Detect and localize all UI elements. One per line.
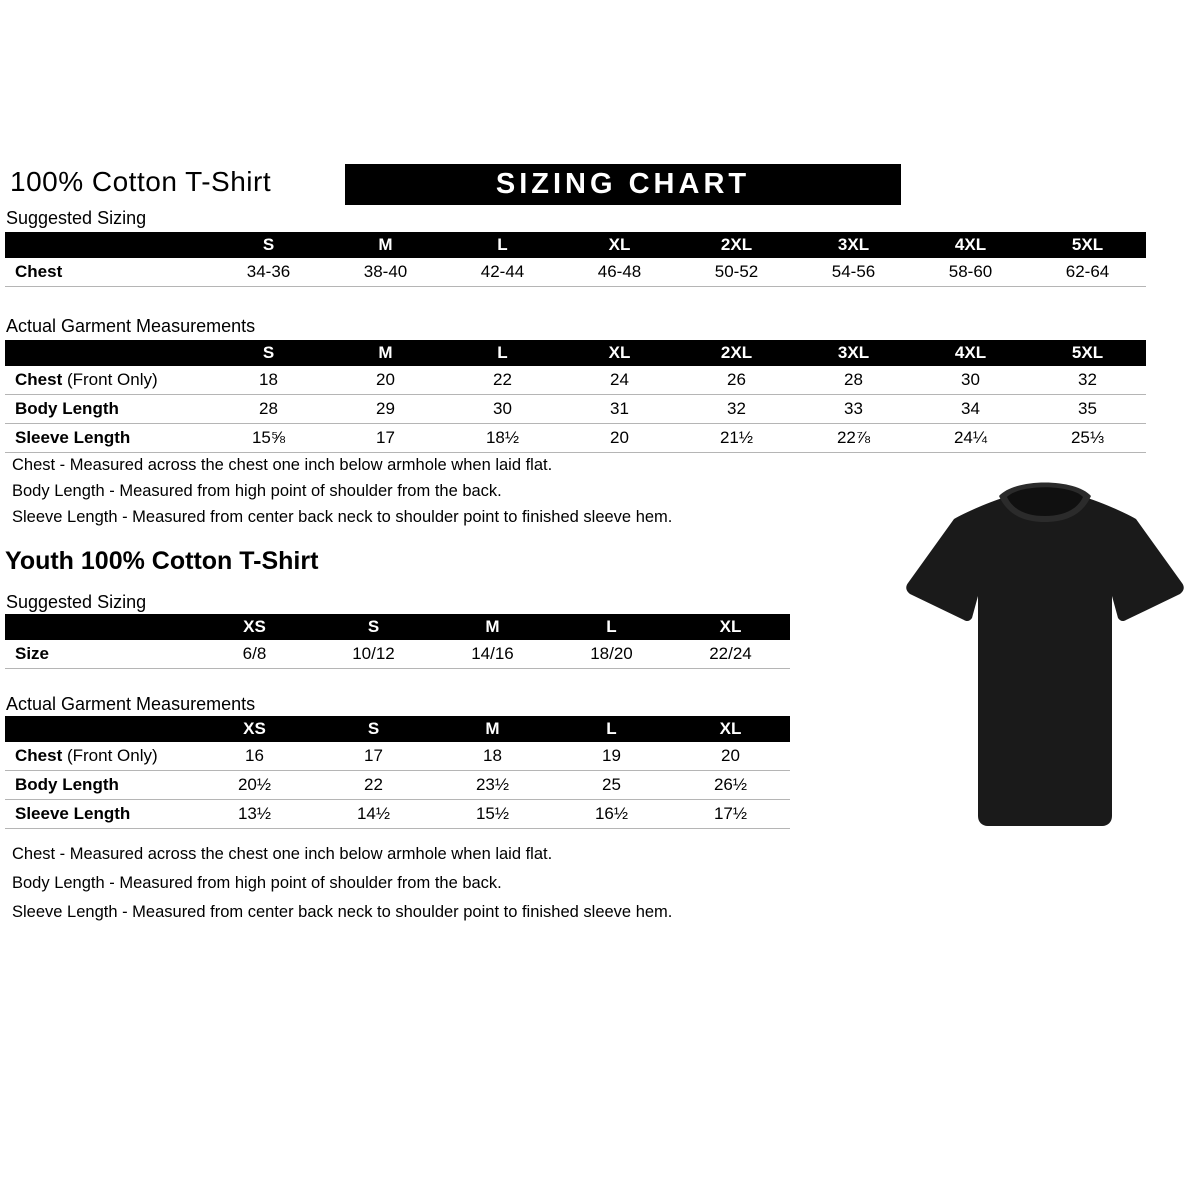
adult-suggested-sizing-label: Suggested Sizing <box>6 208 147 228</box>
table-row <box>5 366 1146 395</box>
size-header-cell: 5XL <box>1029 232 1146 258</box>
row-label-cell <box>5 771 195 800</box>
page-title: 100% Cotton T-Shirt <box>10 166 272 197</box>
size-header-cell: XL <box>671 716 790 742</box>
measurement-cell: 23½ <box>433 771 552 800</box>
row-label: Chest <box>15 370 63 389</box>
size-header-cell: 5XL <box>1029 340 1146 366</box>
size-header-cell: M <box>327 340 444 366</box>
youth-suggested-sizing-table <box>5 614 790 669</box>
table-header-row <box>5 614 790 640</box>
size-header-cell: L <box>552 716 671 742</box>
row-label-note: (Front Only) <box>66 370 158 389</box>
adult-actual-measurements-label: Actual Garment Measurements <box>6 316 256 336</box>
row-label-cell <box>5 742 195 771</box>
size-header-cell: XS <box>195 614 314 640</box>
measurement-cell: 18½ <box>444 424 561 453</box>
table-row <box>5 395 1146 424</box>
measurement-cell: 30 <box>444 395 561 424</box>
measurement-cell: 29 <box>327 395 444 424</box>
row-label-cell <box>5 258 210 287</box>
table-corner-cell <box>5 340 210 366</box>
row-label: Chest <box>15 746 63 765</box>
size-header-cell: XS <box>195 716 314 742</box>
measurement-cell: 18 <box>210 366 327 395</box>
row-label-cell <box>5 395 210 424</box>
size-header-cell: S <box>314 614 433 640</box>
measurement-cell: 32 <box>1029 366 1146 395</box>
table-row <box>5 771 790 800</box>
size-header-cell: L <box>552 614 671 640</box>
measurement-cell: 24¼ <box>912 424 1029 453</box>
measurement-cell: 33 <box>795 395 912 424</box>
measurement-cell: 14/16 <box>433 640 552 669</box>
size-header-cell: L <box>444 340 561 366</box>
youth-actual-measurements-table <box>5 716 790 829</box>
measurement-cell: 16½ <box>552 800 671 829</box>
table-row <box>5 742 790 771</box>
size-header-cell: XL <box>561 340 678 366</box>
measurement-cell: 28 <box>210 395 327 424</box>
size-header-cell: S <box>210 232 327 258</box>
measurement-cell: 32 <box>678 395 795 424</box>
row-label-cell <box>5 424 210 453</box>
adult-measurement-notes <box>12 452 672 530</box>
youth-actual-measurements-label: Actual Garment Measurements <box>6 694 256 714</box>
measurement-cell: 20½ <box>195 771 314 800</box>
measurement-cell: 22⅞ <box>795 424 912 453</box>
measurement-cell: 22 <box>444 366 561 395</box>
measurement-cell: 50-52 <box>678 258 795 287</box>
measurement-cell: 21½ <box>678 424 795 453</box>
size-header-cell: 3XL <box>795 232 912 258</box>
measurement-cell: 22 <box>314 771 433 800</box>
note-sleeve-length: Sleeve Length - Measured from center back neck to shoulder point to finished sleeve hem. <box>12 508 673 526</box>
measurement-cell: 15⅝ <box>210 424 327 453</box>
measurement-cell: 35 <box>1029 395 1146 424</box>
size-header-cell: XL <box>561 232 678 258</box>
measurement-cell: 62-64 <box>1029 258 1146 287</box>
measurement-cell: 26½ <box>671 771 790 800</box>
measurement-cell: 58-60 <box>912 258 1029 287</box>
table-row <box>5 800 790 829</box>
row-label: Chest <box>15 262 63 281</box>
measurement-cell: 18/20 <box>552 640 671 669</box>
note-sleeve-length: Sleeve Length - Measured from center back neck to shoulder point to finished sleeve hem. <box>12 903 673 921</box>
measurement-cell: 38-40 <box>327 258 444 287</box>
row-label-cell <box>5 640 195 669</box>
measurement-cell: 31 <box>561 395 678 424</box>
measurement-cell: 6/8 <box>195 640 314 669</box>
row-label: Size <box>15 644 50 663</box>
row-label-cell <box>5 800 195 829</box>
tshirt-body <box>906 498 1183 826</box>
table-header-row <box>5 232 1146 258</box>
size-header-cell: M <box>327 232 444 258</box>
tshirt-graphic <box>895 470 1195 840</box>
row-label: Sleeve Length <box>15 428 131 447</box>
table-row <box>5 424 1146 453</box>
size-header-cell: S <box>210 340 327 366</box>
measurement-cell: 14½ <box>314 800 433 829</box>
measurement-cell: 25 <box>552 771 671 800</box>
measurement-cell: 20 <box>327 366 444 395</box>
size-header-cell: 2XL <box>678 232 795 258</box>
size-header-cell: M <box>433 716 552 742</box>
table-header-row <box>5 716 790 742</box>
row-label: Body Length <box>15 399 119 418</box>
measurement-cell: 34 <box>912 395 1029 424</box>
measurement-cell: 17 <box>314 742 433 771</box>
youth-suggested-sizing-label: Suggested Sizing <box>6 592 147 612</box>
size-header-cell: L <box>444 232 561 258</box>
row-label-cell <box>5 366 210 395</box>
youth-section-title: Youth 100% Cotton T-Shirt <box>5 547 319 575</box>
measurement-cell: 18 <box>433 742 552 771</box>
adult-suggested-sizing-table <box>5 232 1146 287</box>
row-label: Body Length <box>15 775 119 794</box>
measurement-cell: 26 <box>678 366 795 395</box>
size-header-cell: 4XL <box>912 340 1029 366</box>
size-header-cell: 3XL <box>795 340 912 366</box>
sizing-chart-banner: SIZING CHART <box>345 164 901 205</box>
size-header-cell: 4XL <box>912 232 1029 258</box>
table-header-row <box>5 340 1146 366</box>
measurement-cell: 42-44 <box>444 258 561 287</box>
measurement-cell: 46-48 <box>561 258 678 287</box>
adult-actual-measurements-table <box>5 340 1146 453</box>
measurement-cell: 10/12 <box>314 640 433 669</box>
note-body-length: Body Length - Measured from high point of shoulder from the back. <box>12 482 502 500</box>
size-header-cell: 2XL <box>678 340 795 366</box>
measurement-cell: 24 <box>561 366 678 395</box>
row-label-note: (Front Only) <box>66 746 158 765</box>
measurement-cell: 34-36 <box>210 258 327 287</box>
youth-measurement-notes <box>12 840 672 927</box>
measurement-cell: 19 <box>552 742 671 771</box>
measurement-cell: 22/24 <box>671 640 790 669</box>
size-header-cell: S <box>314 716 433 742</box>
table-row <box>5 640 790 669</box>
measurement-cell: 17 <box>327 424 444 453</box>
row-label: Sleeve Length <box>15 804 131 823</box>
measurement-cell: 13½ <box>195 800 314 829</box>
measurement-cell: 54-56 <box>795 258 912 287</box>
measurement-cell: 20 <box>671 742 790 771</box>
measurement-cell: 20 <box>561 424 678 453</box>
note-chest: Chest - Measured across the chest one inch below armhole when laid flat. <box>12 456 553 474</box>
note-chest: Chest - Measured across the chest one inch below armhole when laid flat. <box>12 845 553 863</box>
measurement-cell: 25⅓ <box>1029 424 1146 453</box>
measurement-cell: 15½ <box>433 800 552 829</box>
tshirt-image <box>895 470 1195 840</box>
measurement-cell: 28 <box>795 366 912 395</box>
table-corner-cell <box>5 232 210 258</box>
table-row <box>5 258 1146 287</box>
table-corner-cell <box>5 716 195 742</box>
measurement-cell: 16 <box>195 742 314 771</box>
size-header-cell: M <box>433 614 552 640</box>
size-header-cell: XL <box>671 614 790 640</box>
measurement-cell: 17½ <box>671 800 790 829</box>
measurement-cell: 30 <box>912 366 1029 395</box>
table-corner-cell <box>5 614 195 640</box>
note-body-length: Body Length - Measured from high point of shoulder from the back. <box>12 874 502 892</box>
